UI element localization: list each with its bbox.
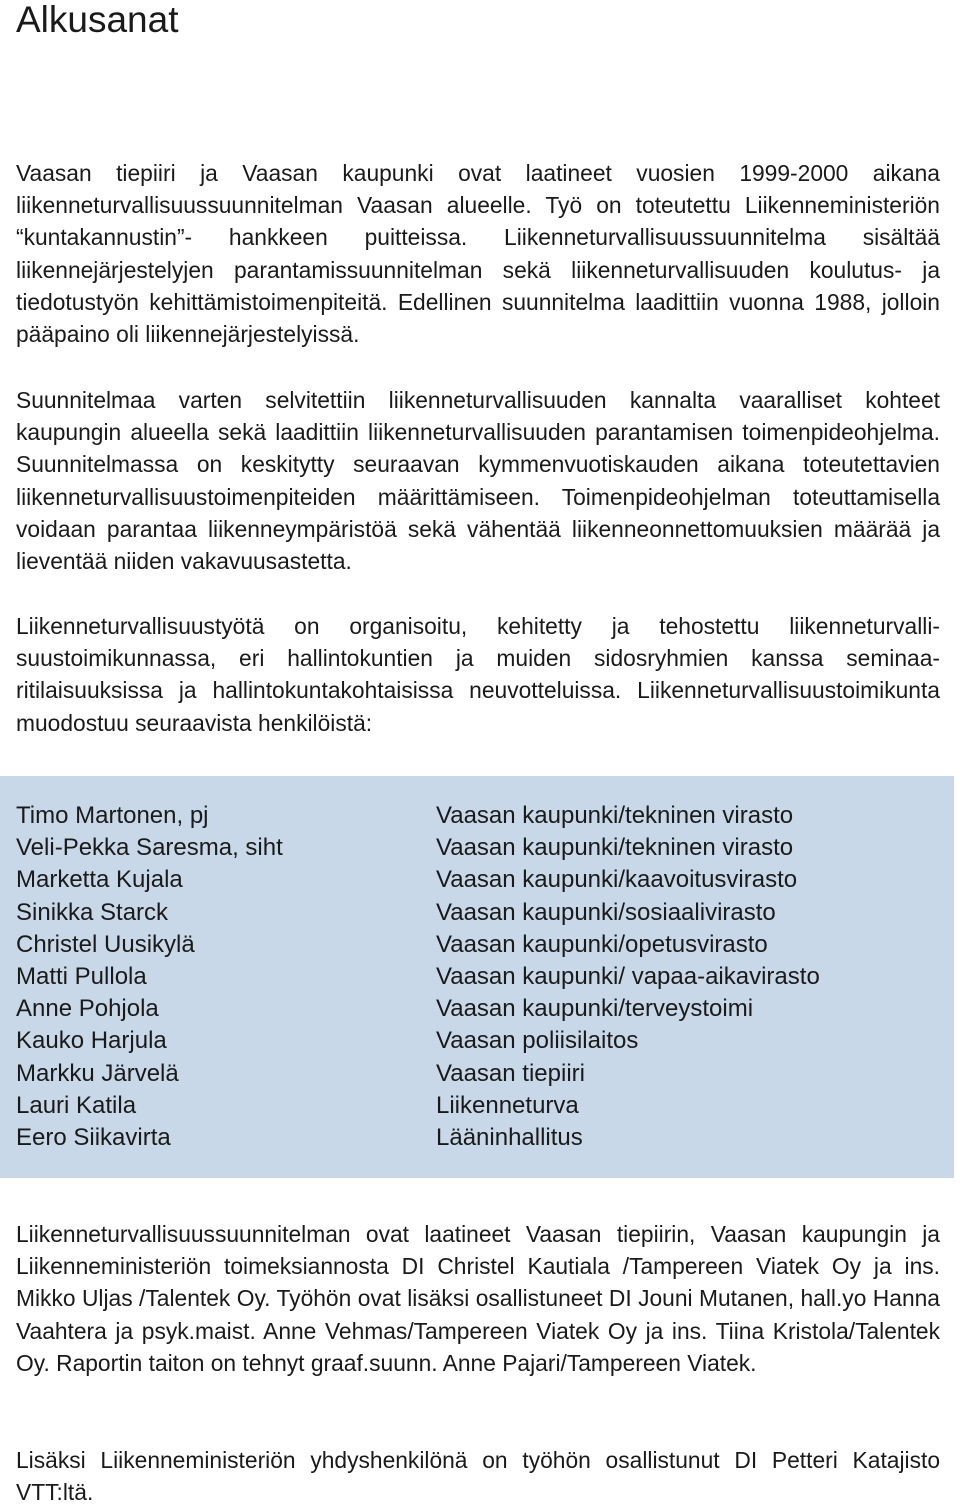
member-row: [16, 1090, 916, 1122]
member-name: Anne Pohjola: [16, 995, 159, 1023]
intro-paragraph: Vaasan tiepiiri ja Vaasan kaupunki ovat laatineet vuosien 1999-2000 aikana liikenneturvallisuussuunnitelman Vaasan alueelle. Työ on toteutettu Liikenneministeriön “kuntakannustin”- hankkeen puitteissa. Liikenneturvallisuussuunnitelma sisältää liikennejärjestelyjen parantamissuunnitelman sekä liikenneturvallisuuden koulutus- ja tiedotustyön kehittämistoimenpiteitä. Edellinen suunnitelma laadittiin vuonna 1988, jolloin pääpaino oli liikennejärjestelyissä.: [16, 160, 940, 348]
member-row: [16, 1122, 916, 1154]
member-name: Eero Siikavirta: [16, 1123, 171, 1151]
page-title: Alkusanat: [16, 0, 179, 40]
member-organization: Liikenneturva: [436, 1091, 579, 1119]
member-name: Veli-Pekka Saresma, siht: [16, 834, 283, 862]
member-row: [16, 929, 916, 961]
member-name: Markku Järvelä: [16, 1059, 179, 1087]
member-name: Christel Uusikylä: [16, 930, 195, 958]
member-row: [16, 864, 916, 896]
member-row: [16, 897, 916, 929]
member-organization: Vaasan poliisilaitos: [436, 1027, 639, 1055]
member-organization: Vaasan tiepiiri: [436, 1059, 585, 1087]
organization-paragraph: Liikenneturvallisuustyötä on organisoitu, kehitetty ja tehostettu liikenneturvallisuustoimikunnassa, eri hallintokuntien ja muiden sidosryhmien kanssa seminaaritilaisuuksissa ja hallintokuntakohtaisissa neuvotteluissa. Liikenneturvallisuustoimikunta muodostuu seuraavista henkilöistä:: [16, 613, 940, 736]
member-row: [16, 993, 916, 1025]
member-organization: Vaasan kaupunki/opetusvirasto: [436, 930, 768, 958]
member-organization: Vaasan kaupunki/kaavoitusvirasto: [436, 866, 798, 894]
member-organization: Vaasan kaupunki/terveystoimi: [436, 995, 754, 1023]
member-name: Timo Martonen, pj: [16, 802, 209, 829]
member-row: [16, 961, 916, 993]
member-row: [16, 832, 916, 864]
committee-members-list: [16, 800, 916, 1154]
member-row: [16, 1058, 916, 1090]
member-organization: Vaasan kaupunki/ vapaa-aikavirasto: [436, 962, 820, 990]
member-row: [16, 800, 916, 832]
member-row: [16, 1025, 916, 1057]
planning-paragraph: Suunnitelmaa varten selvitettiin liikenneturvallisuuden kannalta vaaralliset kohteet kaupungin alueella sekä laadittiin liikenneturvallisuuden parantamisen toimenpideohjelma. Suunnitelmassa on keskitytty seuraavan kymmenvuotiskauden aikana toteutettavien liikenneturvallisuustoimenpiteiden määrittämiseen. Toimenpideohjelman toteuttamisella voidaan parantaa liikenneympäristöä sekä vähentää liikenneonnettomuuksien määrää ja lieventää niiden vakavuusastetta.: [16, 387, 940, 575]
member-name: Marketta Kujala: [16, 866, 183, 894]
authors-paragraph: Liikenneturvallisuussuunnitelman ovat laatineet Vaasan tiepiirin, Vaasan kaupungin ja Liikenneministeriön toimeksiannosta DI Christel Kautiala /Tampereen Viatek Oy ja ins. Mikko Uljas /Talentek Oy. Työhön ovat lisäksi osallistuneet DI Jouni Mutanen, hall.yo Hanna Vaahtera ja psyk.maist. Anne Vehmas/Tampereen Viatek Oy ja ins. Tiina Kristola/Talentek Oy. Raportin taiton on tehnyt graaf.suunn. Anne Pajari/Tampereen Viatek.: [16, 1221, 940, 1376]
member-name: Kauko Harjula: [16, 1027, 167, 1055]
contact-paragraph: Lisäksi Liikenneministeriön yhdyshenkilönä on työhön osallistunut DI Petteri Katajisto VTT:ltä.: [16, 1447, 940, 1506]
member-organization: Lääninhallitus: [436, 1123, 583, 1151]
member-name: Matti Pullola: [16, 962, 147, 990]
member-organization: Vaasan kaupunki/sosiaalivirasto: [436, 898, 776, 926]
member-organization: Vaasan kaupunki/tekninen virasto: [436, 834, 794, 862]
member-name: Lauri Katila: [16, 1091, 137, 1119]
member-organization: Vaasan kaupunki/tekninen virasto: [436, 802, 794, 829]
member-name: Sinikka Starck: [16, 898, 169, 926]
